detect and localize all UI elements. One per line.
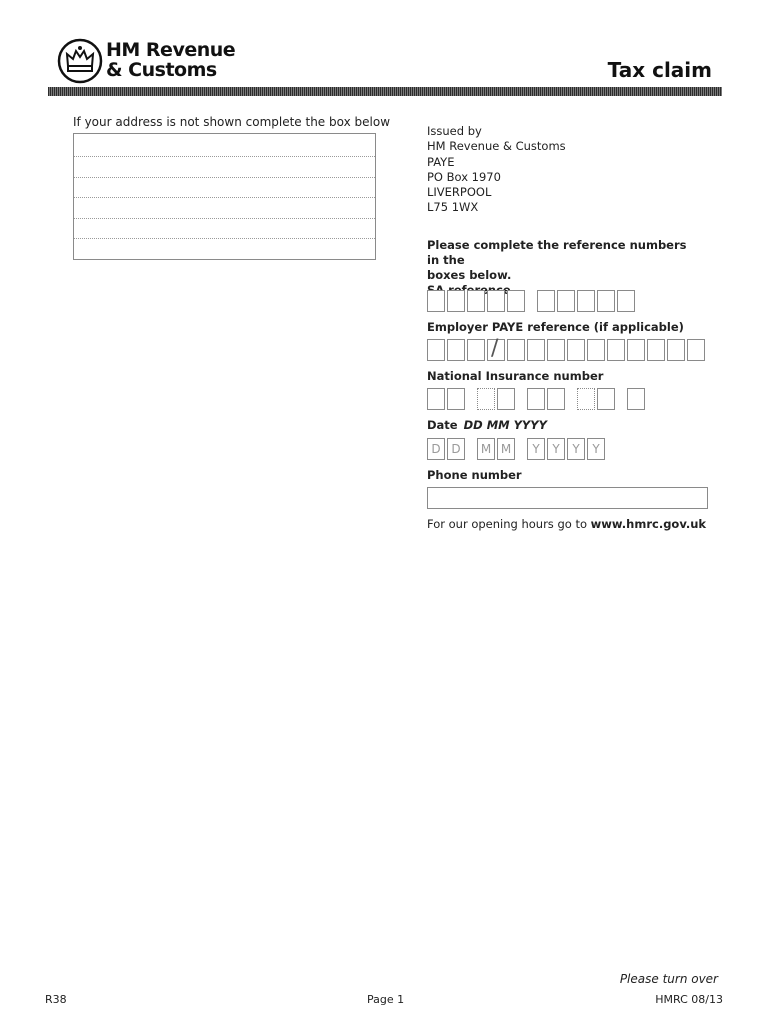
instructions-line: Please complete the reference numbers in the — [427, 238, 687, 267]
opening-hours-text: For our opening hours go to — [427, 517, 591, 531]
nino-character[interactable] — [527, 388, 545, 410]
sa-reference-digit[interactable] — [577, 290, 595, 312]
sa-reference-digit[interactable] — [487, 290, 505, 312]
sa-reference-boxes — [427, 290, 647, 312]
issuer-line: PO Box 1970 — [427, 169, 501, 184]
date-label-text: Date — [427, 418, 458, 432]
nino-character[interactable] — [577, 388, 595, 410]
address-line — [74, 238, 375, 239]
issuer-line: PAYE — [427, 154, 455, 169]
address-line — [74, 156, 375, 157]
date-label — [427, 418, 547, 433]
nino-character[interactable] — [447, 388, 465, 410]
paye-reference-digit[interactable] — [587, 339, 605, 361]
address-label: If your address is not shown complete the box below — [73, 115, 391, 129]
paye-reference-boxes — [427, 336, 717, 361]
date-year-box[interactable]: Y — [527, 438, 545, 460]
date-year-box[interactable]: Y — [547, 438, 565, 460]
issuer-address — [427, 124, 566, 216]
nino-character[interactable] — [627, 388, 645, 410]
date-month-box[interactable]: M — [497, 438, 515, 460]
instructions-line: boxes below. — [427, 268, 512, 282]
paye-reference-digit[interactable] — [667, 339, 685, 361]
paye-reference-digit[interactable] — [547, 339, 565, 361]
address-line — [74, 177, 375, 178]
paye-reference-digit[interactable] — [507, 339, 525, 361]
sa-reference-digit[interactable] — [597, 290, 615, 312]
paye-reference-digit[interactable] — [687, 339, 705, 361]
paye-reference-digit[interactable] — [607, 339, 625, 361]
issuer-line: LIVERPOOL — [427, 185, 492, 200]
date-boxes — [427, 438, 627, 460]
issuer-line: HM Revenue & Customs — [427, 139, 566, 154]
hmrc-website-link[interactable]: www.hmrc.gov.uk — [590, 517, 707, 531]
sa-reference-digit[interactable] — [427, 290, 445, 312]
header-divider — [48, 87, 722, 96]
date-format-hint: DD MM YYYY — [463, 418, 547, 432]
paye-reference-digit[interactable] — [467, 339, 485, 361]
page-number: Page 1 — [367, 993, 405, 1006]
paye-separator: / — [491, 336, 499, 361]
paye-reference-digit[interactable] — [627, 339, 645, 361]
brand-name-line2: & Customs — [106, 59, 217, 81]
sa-reference-digit[interactable] — [557, 290, 575, 312]
sa-reference-digit[interactable] — [467, 290, 485, 312]
reference-instructions — [427, 238, 687, 298]
paye-reference-digit[interactable] — [427, 339, 445, 361]
paye-reference-digit[interactable] — [447, 339, 465, 361]
sa-reference-digit[interactable] — [507, 290, 525, 312]
sa-reference-digit[interactable] — [447, 290, 465, 312]
paye-reference-digit[interactable] — [527, 339, 545, 361]
sa-reference-digit[interactable] — [537, 290, 555, 312]
national-insurance-label: National Insurance number — [427, 369, 604, 383]
nino-character[interactable] — [497, 388, 515, 410]
page-title: Tax claim — [607, 58, 712, 82]
form-code: R38 — [45, 993, 67, 1006]
turn-over-note: Please turn over — [619, 972, 718, 986]
paye-reference-label: Employer PAYE reference (if applicable) — [427, 320, 684, 334]
date-year-box[interactable]: Y — [587, 438, 605, 460]
paye-reference-digit[interactable] — [647, 339, 665, 361]
sa-reference-digit[interactable] — [617, 290, 635, 312]
address-input-box[interactable] — [73, 133, 376, 260]
crown-crest-icon — [56, 38, 104, 84]
address-line — [74, 197, 375, 198]
form-version: HMRC 08/13 — [655, 993, 723, 1006]
nino-character[interactable] — [427, 388, 445, 410]
date-month-box[interactable]: M — [477, 438, 495, 460]
issuer-line: L75 1WX — [427, 200, 479, 215]
issuer-line: Issued by — [427, 124, 482, 138]
date-day-box[interactable]: D — [427, 438, 445, 460]
nino-character[interactable] — [477, 388, 495, 410]
brand-name-line1: HM Revenue — [106, 39, 236, 61]
nino-character[interactable] — [547, 388, 565, 410]
phone-number-label: Phone number — [427, 468, 522, 482]
national-insurance-boxes — [427, 388, 657, 410]
date-day-box[interactable]: D — [447, 438, 465, 460]
paye-reference-digit[interactable] — [567, 339, 585, 361]
opening-hours-note — [427, 517, 706, 532]
address-line — [74, 218, 375, 219]
nino-character[interactable] — [597, 388, 615, 410]
phone-number-field[interactable] — [427, 487, 708, 509]
date-year-box[interactable]: Y — [567, 438, 585, 460]
